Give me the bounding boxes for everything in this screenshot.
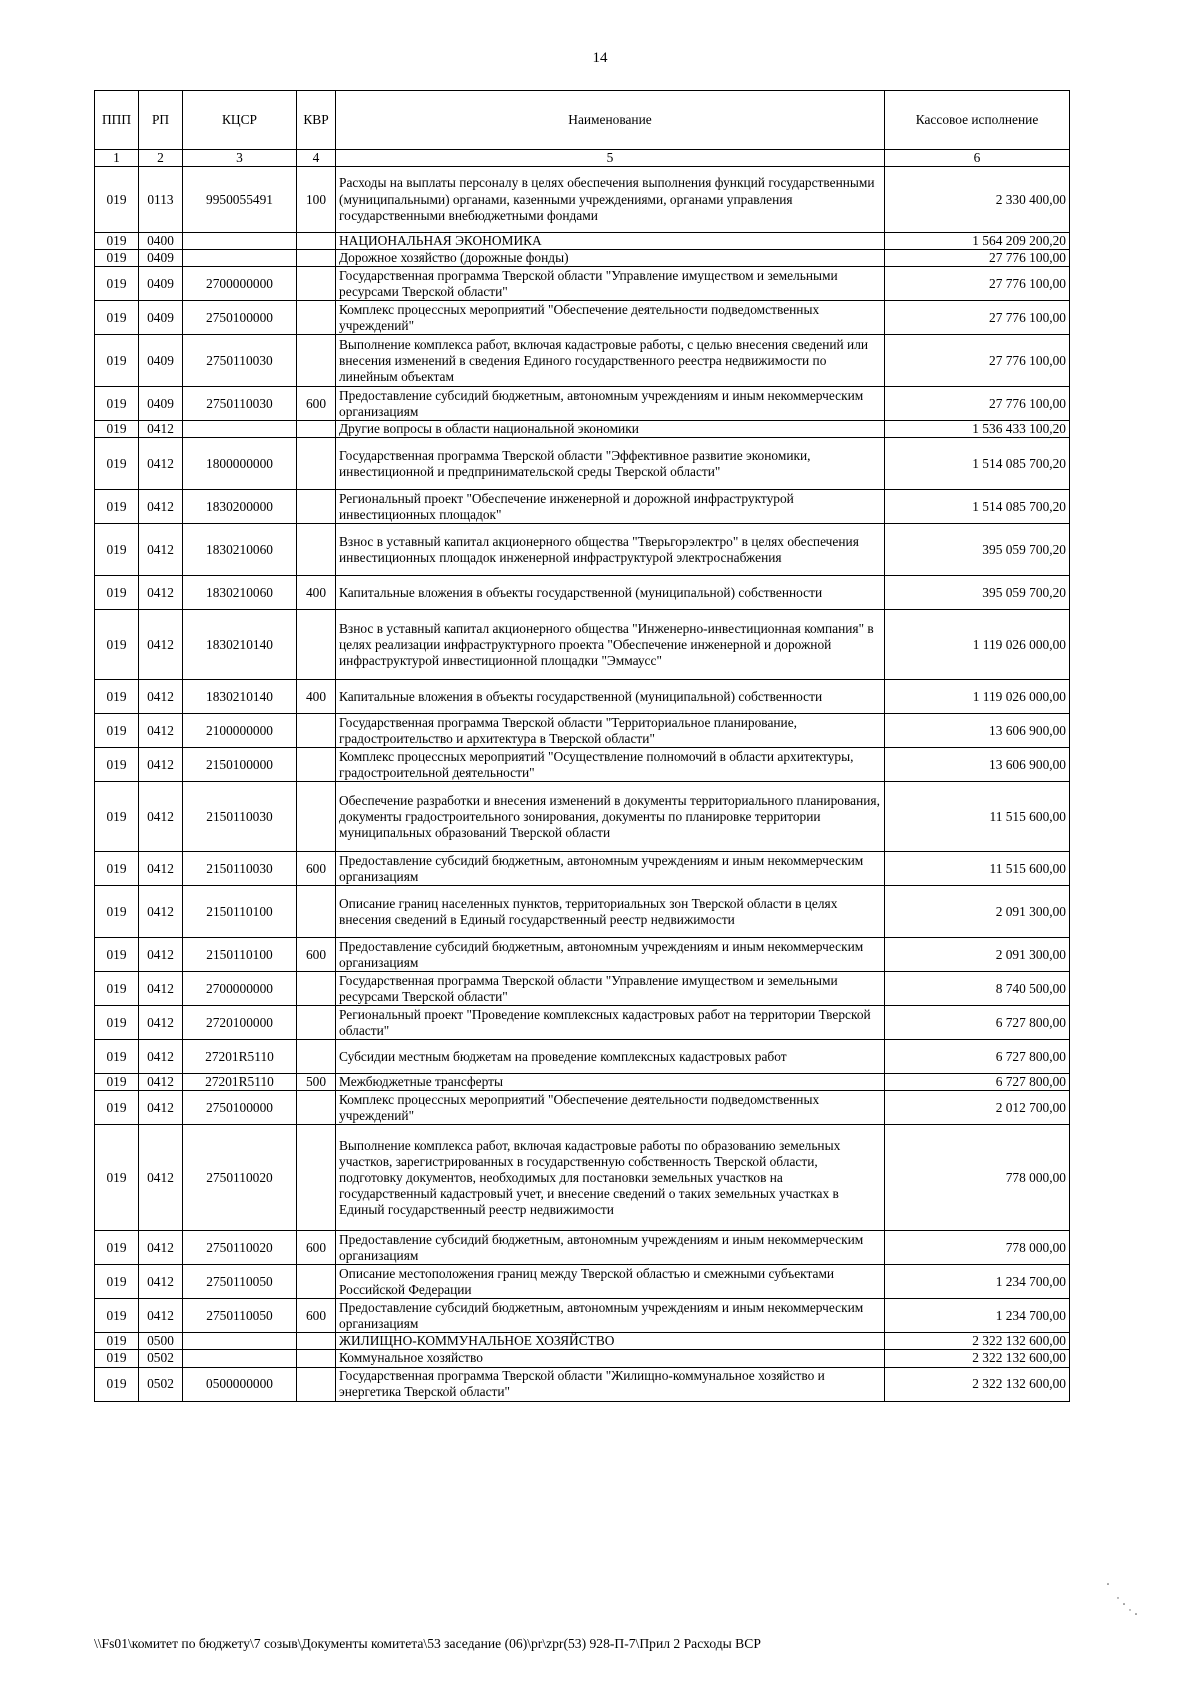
table-row	[95, 1040, 1070, 1074]
footer-file-path: \\Fs01\комитет по бюджету\7 созыв\Документы комитета\53 заседание (06)\pr\zpr(53) 928-П-7\Прил 2 Расходы ВСР	[94, 1636, 761, 1651]
table-row	[95, 167, 1070, 233]
cell-name: Капитальные вложения в объекты государственной (муниципальной) собственности	[336, 576, 885, 610]
cell-kvr: 600	[297, 938, 336, 972]
expenditure-table	[94, 90, 1070, 1402]
table-row	[95, 250, 1070, 267]
cell-ppp: 019	[95, 1091, 139, 1125]
cell-kvr	[297, 1367, 336, 1401]
cell-amount: 1 234 700,00	[885, 1299, 1070, 1333]
table-row	[95, 1367, 1070, 1401]
cell-ppp: 019	[95, 524, 139, 576]
cell-ppp: 019	[95, 714, 139, 748]
cell-kcsr: 2750110030	[183, 335, 297, 387]
cell-kvr: 400	[297, 576, 336, 610]
cell-amount: 778 000,00	[885, 1125, 1070, 1231]
cell-name: Предоставление субсидий бюджетным, автономным учреждениям и иным некоммерческим организациям	[336, 938, 885, 972]
cell-ppp: 019	[95, 748, 139, 782]
cell-kvr	[297, 250, 336, 267]
cell-rp: 0400	[139, 233, 183, 250]
table-row	[95, 886, 1070, 938]
column-header: Кассовое исполнение	[885, 91, 1070, 150]
cell-kcsr: 1800000000	[183, 438, 297, 490]
cell-name: Обеспечение разработки и внесения изменений в документы территориального планирования, документы градостроительного зонирования, документы по планировке территории муниципальных образований Тверской области	[336, 782, 885, 852]
cell-amount: 1 564 209 200,20	[885, 233, 1070, 250]
cell-rp: 0412	[139, 1040, 183, 1074]
cell-kvr	[297, 438, 336, 490]
column-header: РП	[139, 91, 183, 150]
cell-name: Государственная программа Тверской области "Жилищно-коммунальное хозяйство и энергетика Тверской области"	[336, 1367, 885, 1401]
cell-kcsr	[183, 250, 297, 267]
cell-ppp: 019	[95, 1125, 139, 1231]
cell-rp: 0409	[139, 267, 183, 301]
table-row	[95, 421, 1070, 438]
cell-kvr: 500	[297, 1074, 336, 1091]
cell-ppp: 019	[95, 782, 139, 852]
cell-kvr	[297, 335, 336, 387]
table-row	[95, 714, 1070, 748]
cell-kcsr: 2750110050	[183, 1265, 297, 1299]
table-row	[95, 524, 1070, 576]
cell-rp: 0412	[139, 1265, 183, 1299]
table-row	[95, 610, 1070, 680]
cell-amount: 1 119 026 000,00	[885, 610, 1070, 680]
cell-ppp: 019	[95, 1265, 139, 1299]
table-row	[95, 1265, 1070, 1299]
cell-ppp: 019	[95, 1299, 139, 1333]
table-row	[95, 680, 1070, 714]
cell-ppp: 019	[95, 1333, 139, 1350]
cell-name: Государственная программа Тверской области "Территориальное планирование, градостроительство и архитектура в Тверской области"	[336, 714, 885, 748]
cell-kvr: 100	[297, 167, 336, 233]
table-header-row	[95, 91, 1070, 150]
column-number: 6	[885, 150, 1070, 167]
table-row	[95, 301, 1070, 335]
cell-ppp: 019	[95, 335, 139, 387]
cell-ppp: 019	[95, 852, 139, 886]
cell-kcsr: 2700000000	[183, 267, 297, 301]
cell-ppp: 019	[95, 576, 139, 610]
cell-name: Коммунальное хозяйство	[336, 1350, 885, 1367]
cell-amount: 27 776 100,00	[885, 250, 1070, 267]
cell-kcsr	[183, 1333, 297, 1350]
cell-kcsr: 2750100000	[183, 301, 297, 335]
cell-kcsr: 1830200000	[183, 490, 297, 524]
table-row	[95, 1125, 1070, 1231]
cell-amount: 395 059 700,20	[885, 576, 1070, 610]
cell-ppp: 019	[95, 267, 139, 301]
cell-amount: 27 776 100,00	[885, 335, 1070, 387]
column-number: 2	[139, 150, 183, 167]
table-row	[95, 490, 1070, 524]
page-number: 14	[592, 50, 608, 66]
cell-rp: 0412	[139, 1006, 183, 1040]
cell-rp: 0412	[139, 938, 183, 972]
cell-ppp: 019	[95, 1006, 139, 1040]
cell-kcsr: 1830210140	[183, 680, 297, 714]
cell-name: Государственная программа Тверской области "Эффективное развитие экономики, инвестиционной и предпринимательской среды Тверской области"	[336, 438, 885, 490]
cell-ppp: 019	[95, 1231, 139, 1265]
cell-amount: 395 059 700,20	[885, 524, 1070, 576]
cell-name: Предоставление субсидий бюджетным, автономным учреждениям и иным некоммерческим организациям	[336, 1299, 885, 1333]
cell-name: Взнос в уставный капитал акционерного общества "Инженерно-инвестиционная компания" в целях реализации инфраструктурного проекта "Обеспечение инженерной и дорожной инфраструктурой инвестиционной площадки "Эммаусс"	[336, 610, 885, 680]
cell-rp: 0412	[139, 972, 183, 1006]
cell-rp: 0412	[139, 1074, 183, 1091]
cell-amount: 1 514 085 700,20	[885, 490, 1070, 524]
cell-rp: 0412	[139, 886, 183, 938]
cell-amount: 8 740 500,00	[885, 972, 1070, 1006]
cell-kvr: 600	[297, 852, 336, 886]
cell-kcsr: 2750110020	[183, 1125, 297, 1231]
cell-name: Выполнение комплекса работ, включая кадастровые работы, с целью внесения сведений или внесения изменений в сведения Единого государственного реестра недвижимости по линейным объектам	[336, 335, 885, 387]
cell-name: Взнос в уставный капитал акционерного общества "Тверьгорэлектро" в целях обеспечения инвестиционных площадок инженерной инфраструктурой электроснабжения	[336, 524, 885, 576]
cell-name: Субсидии местным бюджетам на проведение комплексных кадастровых работ	[336, 1040, 885, 1074]
cell-amount: 1 234 700,00	[885, 1265, 1070, 1299]
cell-ppp: 019	[95, 387, 139, 421]
cell-kcsr: 1830210060	[183, 524, 297, 576]
cell-name: Другие вопросы в области национальной экономики	[336, 421, 885, 438]
column-header: КЦСР	[183, 91, 297, 150]
cell-name: Расходы на выплаты персоналу в целях обеспечения выполнения функций государственными (муниципальными) органами, казенными учреждениями, органами управления государственными внебюджетными фондами	[336, 167, 885, 233]
cell-kvr	[297, 972, 336, 1006]
cell-name: Описание границ населенных пунктов, территориальных зон Тверской области в целях внесения сведений в Единый государственный реестр недвижимости	[336, 886, 885, 938]
cell-amount: 6 727 800,00	[885, 1040, 1070, 1074]
table-row	[95, 233, 1070, 250]
cell-ppp: 019	[95, 938, 139, 972]
cell-ppp: 019	[95, 1040, 139, 1074]
cell-kcsr	[183, 421, 297, 438]
cell-amount: 2 330 400,00	[885, 167, 1070, 233]
cell-rp: 0409	[139, 250, 183, 267]
cell-name: Предоставление субсидий бюджетным, автономным учреждениям и иным некоммерческим организациям	[336, 387, 885, 421]
cell-rp: 0412	[139, 1231, 183, 1265]
table-row	[95, 972, 1070, 1006]
cell-name: Капитальные вложения в объекты государственной (муниципальной) собственности	[336, 680, 885, 714]
cell-kvr	[297, 1040, 336, 1074]
cell-kvr	[297, 886, 336, 938]
cell-ppp: 019	[95, 1074, 139, 1091]
cell-amount: 27 776 100,00	[885, 267, 1070, 301]
cell-amount: 1 514 085 700,20	[885, 438, 1070, 490]
column-number-row	[95, 150, 1070, 167]
cell-rp: 0412	[139, 1125, 183, 1231]
cell-name: Государственная программа Тверской области "Управление имуществом и земельными ресурсами Тверской области"	[336, 972, 885, 1006]
cell-kvr	[297, 782, 336, 852]
cell-name: Предоставление субсидий бюджетным, автономным учреждениям и иным некоммерческим организациям	[336, 1231, 885, 1265]
cell-rp: 0412	[139, 524, 183, 576]
cell-ppp: 019	[95, 610, 139, 680]
cell-amount: 2 322 132 600,00	[885, 1333, 1070, 1350]
cell-rp: 0412	[139, 714, 183, 748]
cell-kvr	[297, 301, 336, 335]
column-header: ППП	[95, 91, 139, 150]
column-number: 3	[183, 150, 297, 167]
cell-rp: 0500	[139, 1333, 183, 1350]
cell-name: Региональный проект "Обеспечение инженерной и дорожной инфраструктурой инвестиционных площадок"	[336, 490, 885, 524]
cell-ppp: 019	[95, 1350, 139, 1367]
cell-name: Комплекс процессных мероприятий "Обеспечение деятельности подведомственных учреждений"	[336, 1091, 885, 1125]
cell-kcsr: 2100000000	[183, 714, 297, 748]
cell-ppp: 019	[95, 490, 139, 524]
cell-name: Межбюджетные трансферты	[336, 1074, 885, 1091]
cell-kcsr: 9950055491	[183, 167, 297, 233]
cell-amount: 27 776 100,00	[885, 387, 1070, 421]
cell-name: Описание местоположения границ между Тверской областью и смежными субъектами Российской Федерации	[336, 1265, 885, 1299]
table-row	[95, 748, 1070, 782]
cell-amount: 11 515 600,00	[885, 852, 1070, 886]
cell-kvr: 400	[297, 680, 336, 714]
cell-kcsr: 2720100000	[183, 1006, 297, 1040]
cell-ppp: 019	[95, 1367, 139, 1401]
cell-amount: 1 536 433 100,20	[885, 421, 1070, 438]
cell-rp: 0409	[139, 335, 183, 387]
table-row	[95, 438, 1070, 490]
cell-amount: 11 515 600,00	[885, 782, 1070, 852]
cell-amount: 2 322 132 600,00	[885, 1350, 1070, 1367]
cell-rp: 0409	[139, 301, 183, 335]
column-header: КВР	[297, 91, 336, 150]
cell-amount: 2 091 300,00	[885, 886, 1070, 938]
cell-ppp: 019	[95, 250, 139, 267]
table-row	[95, 387, 1070, 421]
cell-rp: 0412	[139, 438, 183, 490]
cell-amount: 13 606 900,00	[885, 714, 1070, 748]
cell-kcsr: 2150110100	[183, 938, 297, 972]
cell-kvr	[297, 233, 336, 250]
cell-kcsr: 2150110100	[183, 886, 297, 938]
cell-rp: 0412	[139, 576, 183, 610]
table-row	[95, 267, 1070, 301]
cell-rp: 0412	[139, 490, 183, 524]
cell-name: Выполнение комплекса работ, включая кадастровые работы по образованию земельных участков, зарегистрированных в государственную собственность Тверской области, подготовку документов, необходимых для постановки земельных участков на государственный кадастровый учет, и внесение сведений о таких земельных участках в Единый государственный реестр недвижимости	[336, 1125, 885, 1231]
cell-rp: 0412	[139, 1091, 183, 1125]
cell-name: Дорожное хозяйство (дорожные фонды)	[336, 250, 885, 267]
cell-kcsr: 2750110030	[183, 387, 297, 421]
cell-amount: 6 727 800,00	[885, 1006, 1070, 1040]
cell-kcsr: 27201R5110	[183, 1040, 297, 1074]
cell-rp: 0502	[139, 1367, 183, 1401]
cell-amount: 13 606 900,00	[885, 748, 1070, 782]
table-row	[95, 1350, 1070, 1367]
cell-name: Комплекс процессных мероприятий "Обеспечение деятельности подведомственных учреждений"	[336, 301, 885, 335]
cell-kcsr: 2700000000	[183, 972, 297, 1006]
cell-kvr	[297, 1350, 336, 1367]
table-body	[95, 167, 1070, 1401]
cell-kvr	[297, 421, 336, 438]
cell-kcsr: 2750100000	[183, 1091, 297, 1125]
table-row	[95, 1091, 1070, 1125]
cell-name: Региональный проект "Проведение комплексных кадастровых работ на территории Тверской области"	[336, 1006, 885, 1040]
cell-name: Комплекс процессных мероприятий "Осуществление полномочий в области архитектуры, градостроительной деятельности"	[336, 748, 885, 782]
cell-kcsr	[183, 233, 297, 250]
cell-kcsr: 2750110020	[183, 1231, 297, 1265]
cell-kvr	[297, 714, 336, 748]
cell-kvr	[297, 1333, 336, 1350]
cell-ppp: 019	[95, 438, 139, 490]
column-header: Наименование	[336, 91, 885, 150]
column-number: 1	[95, 150, 139, 167]
cell-kcsr: 1830210140	[183, 610, 297, 680]
table-row	[95, 1006, 1070, 1040]
cell-kvr	[297, 267, 336, 301]
cell-amount: 2 091 300,00	[885, 938, 1070, 972]
table-row	[95, 576, 1070, 610]
cell-rp: 0412	[139, 782, 183, 852]
column-number: 4	[297, 150, 336, 167]
table-row	[95, 1333, 1070, 1350]
cell-name: НАЦИОНАЛЬНАЯ ЭКОНОМИКА	[336, 233, 885, 250]
cell-kvr: 600	[297, 1231, 336, 1265]
cell-ppp: 019	[95, 167, 139, 233]
cell-amount: 6 727 800,00	[885, 1074, 1070, 1091]
table-row	[95, 1074, 1070, 1091]
cell-kvr	[297, 1125, 336, 1231]
table-row	[95, 335, 1070, 387]
table-row	[95, 938, 1070, 972]
cell-kcsr	[183, 1350, 297, 1367]
cell-kvr: 600	[297, 387, 336, 421]
cell-rp: 0412	[139, 852, 183, 886]
cell-rp: 0409	[139, 387, 183, 421]
cell-rp: 0412	[139, 748, 183, 782]
cell-ppp: 019	[95, 972, 139, 1006]
table-row	[95, 852, 1070, 886]
cell-kcsr: 2750110050	[183, 1299, 297, 1333]
scan-specks	[1100, 1580, 1160, 1640]
cell-ppp: 019	[95, 301, 139, 335]
cell-name: Государственная программа Тверской области "Управление имуществом и земельными ресурсами Тверской области"	[336, 267, 885, 301]
cell-ppp: 019	[95, 233, 139, 250]
cell-rp: 0412	[139, 1299, 183, 1333]
cell-kcsr: 27201R5110	[183, 1074, 297, 1091]
cell-rp: 0502	[139, 1350, 183, 1367]
cell-ppp: 019	[95, 886, 139, 938]
cell-kvr	[297, 1091, 336, 1125]
cell-amount: 2 012 700,00	[885, 1091, 1070, 1125]
table-row	[95, 1299, 1070, 1333]
cell-kvr	[297, 610, 336, 680]
cell-kvr	[297, 1006, 336, 1040]
column-number: 5	[336, 150, 885, 167]
cell-amount: 1 119 026 000,00	[885, 680, 1070, 714]
cell-name: Предоставление субсидий бюджетным, автономным учреждениям и иным некоммерческим организациям	[336, 852, 885, 886]
cell-kvr	[297, 524, 336, 576]
cell-name: ЖИЛИЩНО-КОММУНАЛЬНОЕ ХОЗЯЙСТВО	[336, 1333, 885, 1350]
cell-kcsr: 1830210060	[183, 576, 297, 610]
cell-kvr	[297, 748, 336, 782]
cell-kvr	[297, 490, 336, 524]
table-row	[95, 1231, 1070, 1265]
cell-amount: 2 322 132 600,00	[885, 1367, 1070, 1401]
cell-kvr: 600	[297, 1299, 336, 1333]
cell-ppp: 019	[95, 421, 139, 438]
cell-ppp: 019	[95, 680, 139, 714]
cell-kvr	[297, 1265, 336, 1299]
cell-rp: 0412	[139, 680, 183, 714]
cell-amount: 27 776 100,00	[885, 301, 1070, 335]
cell-rp: 0412	[139, 421, 183, 438]
cell-rp: 0113	[139, 167, 183, 233]
cell-amount: 778 000,00	[885, 1231, 1070, 1265]
cell-kcsr: 2150110030	[183, 782, 297, 852]
cell-kcsr: 2150100000	[183, 748, 297, 782]
cell-kcsr: 0500000000	[183, 1367, 297, 1401]
cell-kcsr: 2150110030	[183, 852, 297, 886]
table-row	[95, 782, 1070, 852]
cell-rp: 0412	[139, 610, 183, 680]
